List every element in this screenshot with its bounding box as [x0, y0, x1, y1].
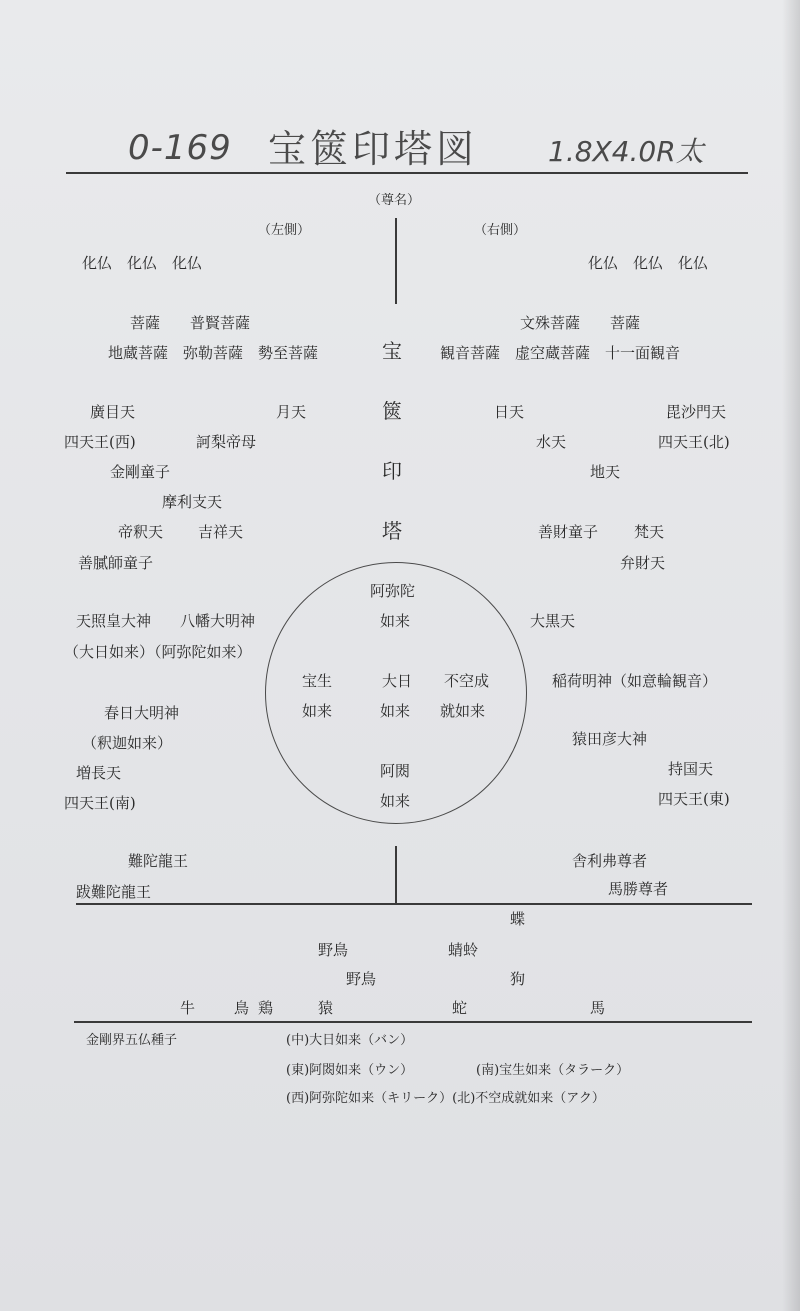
bishamonten: 毘沙門天: [666, 403, 727, 421]
zochoten: 増長天: [76, 764, 122, 782]
animal-ushi: 牛: [180, 999, 196, 1017]
honzon-label: （尊名）: [368, 193, 421, 208]
header-rule: [66, 172, 748, 174]
gatten: 月天: [276, 403, 307, 421]
sarutahiko: 猿田彦大神: [572, 730, 648, 748]
kongo-doji: 金剛童子: [110, 463, 171, 481]
shitenno-south: 四天王(南): [64, 794, 136, 812]
taishakuten: 帝釈天: [118, 523, 164, 541]
left-bosatsu-row1: 菩薩 普賢菩薩: [130, 314, 251, 332]
kotenten: 廣目天: [90, 403, 136, 421]
animal-wild-bird-1: 野鳥: [318, 941, 349, 959]
zenzai-doji: 善財童子: [538, 523, 599, 541]
left-kebutsu: 化仏 化仏 化仏: [82, 254, 203, 272]
right-bosatsu-row1: 文殊菩薩 菩薩: [520, 314, 641, 332]
circle-hosho-2: 如来: [302, 702, 333, 720]
top-center-divider: [395, 218, 397, 304]
document-code: 0-169: [128, 128, 232, 168]
amaterasu: 天照皇大神: [76, 612, 152, 630]
zennishi-doji: 善膩師童子: [78, 554, 154, 572]
sharihotsu: 舎利弗尊者: [572, 852, 648, 870]
mesho: 馬勝尊者: [608, 880, 669, 898]
animal-wild-bird-2: 野鳥: [346, 970, 377, 988]
center-char-to: 塔: [382, 519, 402, 543]
nanda: 難陀龍王: [128, 852, 189, 870]
circle-amida-1: 阿弥陀: [370, 582, 416, 600]
hachiman: 八幡大明神: [180, 612, 256, 630]
bija-line-2a: (東)阿閦如来（ウン）: [286, 1063, 414, 1078]
circle-ashuku-2: 如来: [380, 792, 411, 810]
jikokuten: 持国天: [668, 760, 714, 778]
animal-saru: 猿: [318, 999, 334, 1017]
center-char-kyo: 篋: [382, 399, 402, 423]
animal-niwatori: 鶏: [258, 999, 274, 1017]
bija-heading: 金剛界五仏種子: [86, 1033, 178, 1048]
center-char-ho: 宝: [382, 339, 402, 363]
bija-line-1: (中)大日如来（バン）: [286, 1033, 414, 1048]
animal-hebi: 蛇: [452, 999, 468, 1017]
page-edge-shadow: [782, 0, 800, 1311]
bottom-center-divider: [395, 846, 397, 904]
five-buddha-circle: [265, 562, 527, 824]
animal-butterfly: 蝶: [510, 910, 526, 928]
animal-dog: 狗: [510, 970, 526, 988]
shitenno-north: 四天王(北): [658, 433, 730, 451]
kariteimo: 訶梨帝母: [196, 433, 257, 451]
circle-fukujoju-1: 不空成: [444, 672, 490, 690]
bonten: 梵天: [634, 523, 665, 541]
bija-line-2b: (南)宝生如来（タラーク）: [476, 1063, 630, 1078]
left-side-label: （左側）: [258, 223, 311, 238]
base-rule: [76, 903, 752, 905]
upananda: 跋難陀龍王: [76, 883, 152, 901]
animal-tori: 鳥: [234, 999, 250, 1017]
circle-dainichi-2: 如来: [380, 702, 411, 720]
circle-ashuku-1: 阿閦: [380, 762, 411, 780]
chiten: 地天: [590, 463, 621, 481]
kichijoten: 吉祥天: [198, 523, 244, 541]
kasuga-honji: （釈迦如来）: [82, 734, 173, 752]
left-bosatsu-row2: 地蔵菩薩 弥勒菩薩 勢至菩薩: [108, 344, 319, 362]
inari: 稲荷明神（如意輪観音）: [552, 672, 718, 690]
right-kebutsu: 化仏 化仏 化仏: [588, 254, 709, 272]
shitenno-east: 四天王(東): [658, 790, 730, 808]
nitten: 日天: [494, 403, 525, 421]
animal-uma: 馬: [590, 999, 606, 1017]
right-bosatsu-row2: 観音菩薩 虚空蔵菩薩 十一面観音: [440, 344, 681, 362]
daikokuten: 大黒天: [530, 612, 576, 630]
animal-dragonfly: 蜻蛉: [448, 941, 479, 959]
suiten: 水天: [536, 433, 567, 451]
right-side-label: （右側）: [474, 223, 527, 238]
circle-fukujoju-2: 就如来: [440, 702, 486, 720]
circle-dainichi-1: 大日: [382, 672, 413, 690]
bija-rule: [74, 1021, 752, 1023]
circle-hosho-1: 宝生: [302, 672, 333, 690]
document-size-note: 1.8X4.0R太: [548, 135, 704, 168]
benzaiten: 弁財天: [620, 554, 666, 572]
bija-line-3: (西)阿弥陀如来（キリーク）(北)不空成就如来（アク）: [286, 1091, 605, 1106]
center-char-in: 印: [382, 459, 402, 483]
marishiten: 摩利支天: [162, 493, 223, 511]
document-title: 宝篋印塔図: [268, 127, 479, 171]
shitenno-west: 四天王(西): [64, 433, 136, 451]
circle-amida-2: 如来: [380, 612, 411, 630]
kasuga: 春日大明神: [104, 704, 180, 722]
amaterasu-honji: （大日如来）（阿弥陀如来）: [64, 643, 252, 661]
